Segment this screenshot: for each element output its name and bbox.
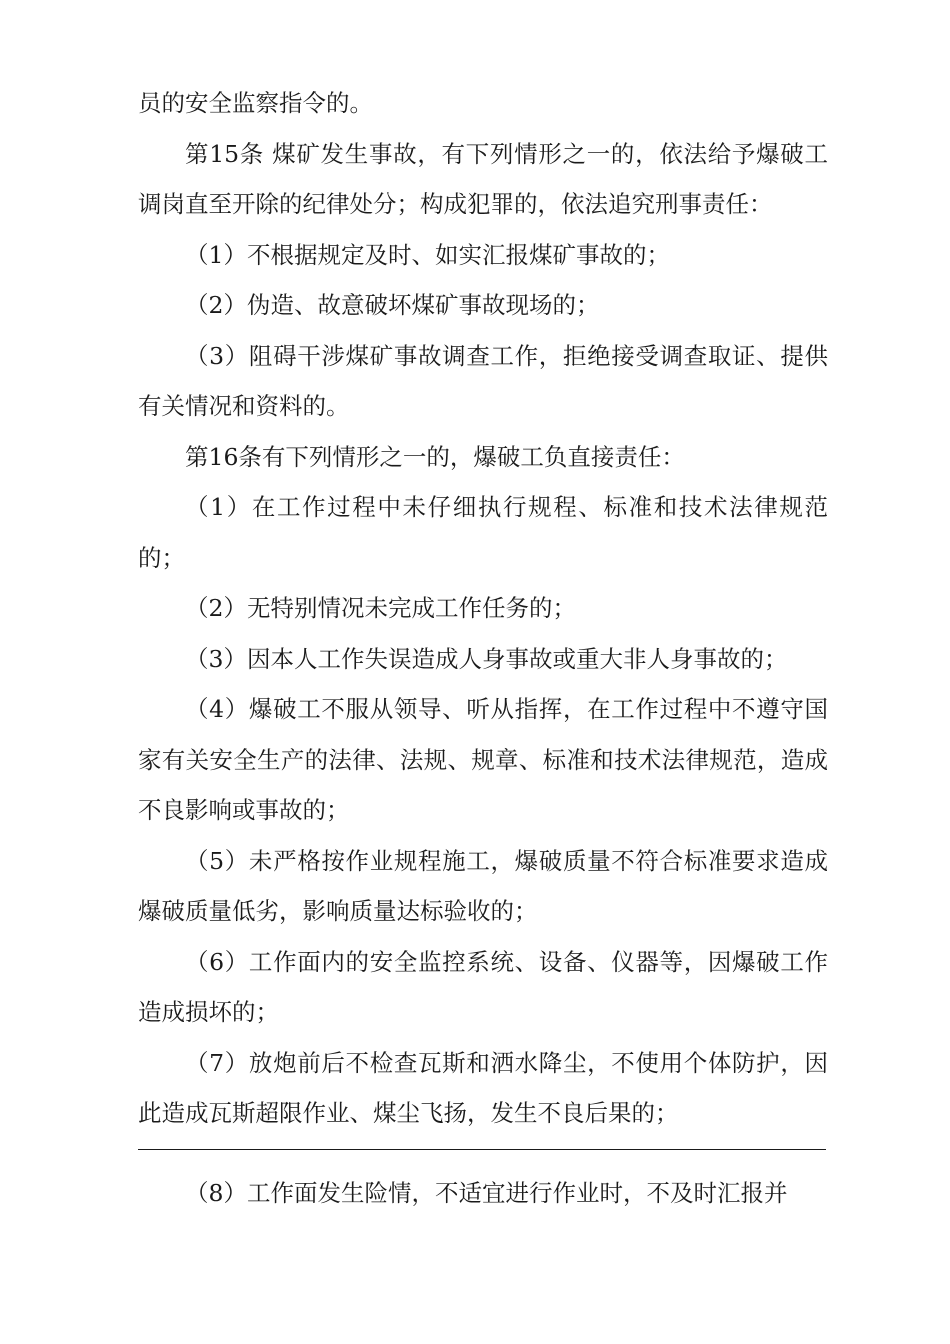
article-16-item-8: （8）工作面发生险情，不适宜进行作业时，不及时汇报并 (185, 1179, 788, 1207)
article-16-item-6: （6）工作面内的安全监控系统、设备、仪器等，因爆破工作造成损坏的； (138, 947, 828, 1026)
article-16: 第16条有下列情形之一的，爆破工负直接责任： (185, 442, 685, 471)
page-divider (138, 1149, 826, 1150)
article-16-item-7: （7）放炮前后不检查瓦斯和洒水降尘，不使用个体防护，因此造成瓦斯超限作业、煤尘飞扬，发生不良后果的； (138, 1048, 828, 1127)
article-16-item-4: （4）爆破工不服从领导、听从指挥，在工作过程中不遵守国家有关安全生产的法律、法规、规章、标准和技术法律规范，造成不良影响或事故的； (138, 695, 828, 824)
article-16-item-2: （2）无特别情况未完成工作任务的； (185, 594, 576, 622)
next-page-body (138, 1168, 828, 1219)
article-16-item-3: （3）因本人工作失误造成人身事故或重大非人身事故的； (185, 644, 788, 673)
article-15-item-3: （3）阻碍干涉煤矿事故调查工作，拒绝接受调查取证、提供有关情况和资料的。 (138, 341, 828, 420)
document-body (138, 78, 828, 1139)
paragraph-continuation: 员的安全监察指令的。 (138, 89, 373, 117)
article-15: 第15条 煤矿发生事故，有下列情形之一的，依法给予爆破工调岗直至开除的纪律处分；构成犯罪的，依法追究刑事责任： (138, 139, 828, 218)
article-16-item-1: （1）在工作过程中未仔细执行规程、标准和技术法律规范的； (138, 493, 828, 572)
article-15-item-2: （2）伪造、故意破坏煤矿事故现场的； (185, 291, 600, 319)
article-15-item-1: （1）不根据规定及时、如实汇报煤矿事故的； (185, 240, 670, 269)
article-16-item-5: （5）未严格按作业规程施工，爆破质量不符合标准要求造成爆破质量低劣，影响质量达标验收的； (138, 846, 828, 925)
